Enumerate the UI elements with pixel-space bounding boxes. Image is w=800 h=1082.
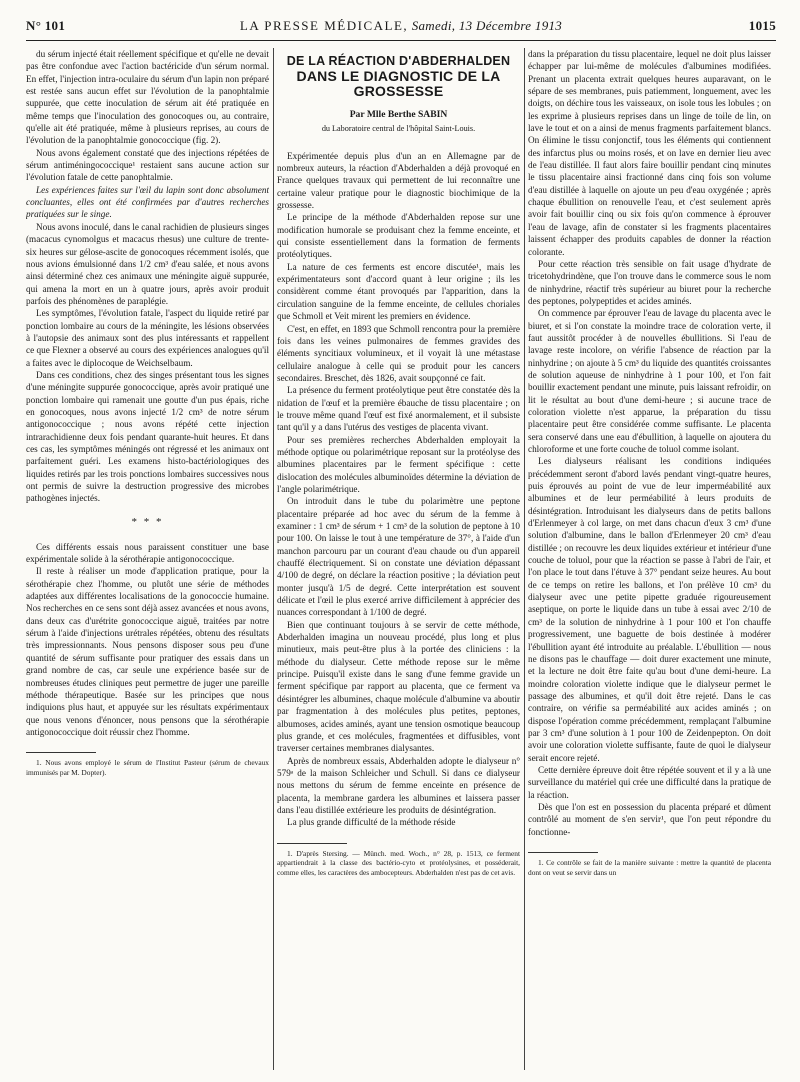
footnote: 1. Ce contrôle se fait de la manière suivante : mettre la quantité de placenta dont on veut se servir dans un [528,858,771,877]
paragraph: Bien que continuant toujours à se servir de cette méthode, Abderhalden imagina un nouveau procédé, plus long et plus minutieux, mais peut-être plus à la portée des cliniciens : la méthode du dialyseur. Cette méthode repose sur le même principe. Puisqu'il existe dans le sang d'une femme gravide un ferment spécifique par rapport au placenta, que ce ferment va désintégrer les albumines, chaque molécule d'albumine va aboutir par fragmentation à des molécules plus petites, peptones, albumoses, acides aminés, ayant une tension osmotique beaucoup plus grande, et ces molécules, fragmentées et diffusibles, vont traverser certaines membranes dialysantes. [277,619,520,754]
page-number: 1015 [748,18,776,33]
column-middle [277,48,520,1070]
section-asterism: * * * [131,515,164,528]
paragraph: Les symptômes, l'évolution fatale, l'aspect du liquide retiré par ponction lombaire au cours de la méningite, les lésions observées à l'autopsie des animaux sont des plus intéressants et rappellent ce que Flexner a observé au cours des expériences analogues qu'il a faites avec le diplocoque de Weichselbaum. [26,308,269,368]
paragraph: Ces différents essais nous paraissent constituer une base expérimentale solide à la sérothérapie antigonococcique. [26,541,269,565]
journal-name: LA PRESSE MÉDICALE, [239,18,409,33]
footnote: 1. D'après Stersing. — Münch. med. Woch., n° 28, p. 1513, ce ferment appartiendrait à la classe des bactério-cyto et protéolysines, et posséderait, comme elles, les caractères des ambocepteurs. Abderhalden n'est pas de cet avis. [277,848,520,877]
paragraph: La plus grande difficulté de la méthode réside [287,817,456,828]
paragraph: Les dialyseurs réalisant les conditions indiquées précédemment seront d'abord lavés pendant vingt-quatre heures, puis éprouvés au point de vue de leur imperméabilité aux albumines et de leur perméabilité à leurs produits de désintégration. Introduisant les dialyseurs dans de petits ballons d'Erlenmeyer à col large, on met dans chacun d'eux 3 cm³ d'une solution d'albumine, dans le ballon d'Erlenmeyer 20 cm³ d'eau distillée ; on recouvre les deux liquides extérieur et intérieur d'une couche de toluol, pour que la réaction se passe à l'abri de l'air, et l'on place le tout dans l'étuve à 37° pendant seize heures. Au bout de ce temps on retire les ballons, et l'on prélève 10 cm³ du dialyseur avec une petite pipette graduée rigoureusement aseptique, on porte le liquide dans un tube à essai avec 2/10 de cm³ de la solution de ninhydrine à 1 pour 100 et l'on chauffe progressivement, une baguette de bois destinée à modérer l'ébullition ayant été introduite au préalable. L'ébullition — nous ne disons pas le chauffage — doit durer exactement une minute, et la lecture ne doit être faite qu'au bout d'une demi-heure. La moindre coloration violette indique que le dialyseur permet le passage des albumines, et qu'il doit être rejeté. Dans le cas contraire, on vérifie sa perméabilité aux acides aminés ; on dispose l'opération comme précédemment, remplaçant l'albumine par 3 cm³ d'une solution à 1 pour 100 de Zeidenpepton. On doit avoir une coloration violette suffisante, faute de quoi le dialyseur serait encore rejeté. [528,456,771,763]
paragraph: Dès que l'on est en possession du placenta préparé et dûment contrôlé au moment de s'en servir¹, que l'on peut répondre du fonctionne- [528,801,771,837]
paragraph-italic: Les expériences faites sur l'œil du lapin sont donc absolument concluantes, elles ont été confirmées par d'autres recherches pratiquées sur le singe. [26,184,269,220]
article-title-line-2: DANS LE DIAGNOSTIC DE LA GROSSESSE [296,68,501,99]
paragraph: La présence du ferment protéolytique peut être constatée dès la nidation de l'œuf et la première ébauche de tissu placentaire ; on le trouve même quand l'œuf est fixé anormalement, et il subsiste tant qu'il y a dans l'utérus des vestiges de placenta vivant. [277,385,520,433]
paragraph: du sérum injecté était réellement spécifique et qu'elle ne devait pas être confondue avec l'action bactéricide d'un sérum normal. En effet, l'injection intra-oculaire du sérum d'un lapin non préparé est restée sans aucun effet sur l'évolution de la panophtalmie suppurée, que cette inoculation de sérum ait été pratiquée en même temps que l'inoculation des gonocoques ou, au contraire, qu'elle ait été pratiquée, même à plusieurs reprises, au cours de l'évolution de la panophtalmie gonococcique (fig. 2). [26,49,269,146]
author-byline: Par Mlle Berthe SABIN [349,109,448,120]
footnote-separator [277,843,347,844]
paragraph: dans la préparation du tissu placentaire, lequel ne doit plus laisser échapper par lui-même de molécules d'albumines modifiées. Prenant un placenta extrait quelques heures auparavant, on le sépare de ses membranes, puis patiemment, longuement, avec les doigts, on déchire tous les vaisseaux, on isole tous les lobules ; on les exprime à plusieurs reprises dans un linge de toile de lin, on lave le tout et on a ainsi de menus fragments parfaitement blancs. On élimine le tissu conjonctif, tous les éléments qui contiennent des infarctus plus ou moins rosés, et on lave en dernier lieu avec de l'eau distillée. Il faut alors faire bouillir pendant cinq minutes le tissu placentaire ainsi fractionné dans cinq fois son volume d'eau distillée à laquelle on ajoute un peu d'eau oxygénée ; après chaque ébullition on renouvelle l'eau, et c'est seulement après avoir fait bouillir cinq ou six fois qu'on commence à éprouver l'eau de lavage, afin de constater si les fragments placentaires laissent échapper des produits capables de donner la réaction colorante. [528,49,771,257]
paragraph: C'est, en effet, en 1893 que Schmoll rencontra pour la première fois dans les veines pulmonaires de femmes gravides des éléments syncitiaux volumineux, et il voyait là une métastase cellulaire analogue à celle qui se produit pour les cancers secondaires. Breschet, dès 1826, avait soupçonné ce fait. [277,323,520,383]
paragraph: On introduit dans le tube du polarimètre une peptone placentaire préparée ad hoc avec du sérum de la femme à examiner : 1 cm³ de sérum + 1 cm³ de la solution de peptone à 10 pour 100. On laisse le tout à une température de 37°, à l'aide d'un manchon parcouru par un courant d'eau chaude ou d'un appareil chauffé électriquement. Si on constate une déviation dépassant 4/100 de degré, on déclare la réaction positive ; la déviation peut monter jusqu'à 1/5 de degré. Cette interprétation est souvent délicate et l'œil le plus exercé arrive difficilement à apprécier des nuances correspondant à 1/100 de degré. [277,496,520,618]
paragraph: Dans ces conditions, chez des singes présentant tous les signes d'une méningite suppurée gonococcique, après avoir pratiqué une ponction lombaire qui ramenait une goutte d'un pus épais, riche en gonocoques, nous avons injecté 1/2 cm³ de notre sérum antigonococcique ; nous avons répété cette injection intrarachidienne deux fois pendant quarante-huit heures. Et dans ces cas, les symptômes méningés ont régressé et les animaux ont parfaitement guéri. Les examens histo-bactériologiques des liquides retirés par les trois ponctions lombaires successives nous ont permis de suivre la destruction progressive des microbes pathogènes injectés. [26,369,269,504]
paragraph: Cette dernière épreuve doit être répétée souvent et il y a là une surveillance du matériel qui crée une difficulté dans la pratique de la réaction. [528,764,771,800]
paragraph: Pour ses premières recherches Abderhalden employait la méthode optique ou polarimétrique reposant sur la protéolyse des albumines placentaires par le ferment spécifique : cette dislocation des molécules albuminoïdes détermine la déviation de l'angle polarimétrique. [277,434,520,494]
paragraph: Pour cette réaction très sensible on fait usage d'hydrate de tricetohydrindène, que l'on trouve dans le commerce sous le nom de ninhydrine, réactif très supérieur au biuret pour la recherche des peptones, polypeptides et acides aminés. [528,258,771,306]
article-title-line-1: DE LA RÉACTION D'ABDERHALDEN [286,54,511,68]
footnote: 1. Nous avons employé le sérum de l'Institut Pasteur (sérum de chevaux immunisés par M. Dopter). [26,758,269,777]
running-title [26,18,776,34]
paragraph: On commence par éprouver l'eau de lavage du placenta avec le biuret, et si l'on constate la moindre trace de coloration verte, il faut aussitôt procéder à de nouvelles ébullitions. Si l'eau de lavage reste incolore, on vérifie l'absence de réaction par la ninhydrine ; on ajoute à 5 cm³ du liquide des quantités croissantes de solution aqueuse de ninhydrine à 1 pour 100, et l'on fait bouillir exactement pendant une minute, puis laissant refroidir, on lit le résultat au bout d'une demi-heure ; si aucune trace de coloration violette n'est apparue, la préparation du tissu placentaire peut être considérée comme suffisante. Le placenta sera conservé dans une eau d'ébullition, à laquelle on ajoutera du chloroforme et une forte couche de toluol comme isolant. [528,308,771,454]
paragraph: Expérimentée depuis plus d'un an en Allemagne par de nombreux auteurs, la réaction d'Abderhalden a déjà provoqué en France quelques travaux qui permettent de lui reconnaître une certaine valeur pratique pour le diagnostic biochimique de la grossesse. [277,150,520,211]
paragraph: La nature de ces ferments est encore discutée¹, mais les expérimentateurs sont d'accord quant à leur origine ; ils les considèrent comme étant provoqués par l'apparition, dans la circulation sanguine de la femme enceinte, de cellules choriales que Schmoll et Veit mirent les premiers en évidence. [277,261,520,322]
author-affiliation: du Laboratoire central de l'hôpital Saint-Louis. [321,124,476,134]
paragraph: Il reste à réaliser un mode d'application pratique, pour la sérothérapie chez l'homme, ou plutôt une série de méthodes adaptées aux différentes localisations de la gonococcie humaine. Nos recherches en ce sens sont déjà assez avancées et nous avons, dans deux cas d'urétrite gonococcique aiguë, traitées par notre sérum à l'aide d'injections urétrales répétées, obtenu des résultats très impressionnants. Nous pensons disposer sous peu d'une quantité de sérum suffisante pour pratiquer des essais dans un grand nombre de cas, car seule une expérience basée sur de nombreuses études cliniques peut permettre de juger une pareille méthode thérapeutique. Basée sur les principes que nous indiquions plus haut, et appuyée sur les résultats expérimentaux que nous venons d'énoncer, nous pensons que la sérothérapie antigonococcique doit réussir chez l'homme. [26,566,269,737]
page-header [26,12,776,41]
column-rule-right [524,48,525,1070]
column-right [528,48,771,1070]
issue-date: Samedi, 13 Décembre 1913 [411,18,563,33]
issue-number: N° 101 [26,18,66,33]
footnote-separator [26,752,96,753]
paragraph: Nous avons inoculé, dans le canal rachidien de plusieurs singes (macacus cynomolgus et macacus rhesus) une culture de trente-six heures sur gélose-ascite de gonocoques récemment isolés, que nous avions émulsionné dans 1/2 cm³ d'eau salée, et nous avons ainsi déterminé chez ces animaux une méningite aiguë suppurée, qui amena la mort en un à quatre jours, après avoir produit parfois des phénomènes de paraplégie. [26,221,269,306]
article-title [277,54,520,99]
paragraph: Nous avons également constaté que des injections répétées de sérum antiméningococcique¹ restaient sans aucune action sur l'évolution fatale de cette panophtalmie. [26,147,269,183]
paragraph: Après de nombreux essais, Abderhalden adopte le dialyseur n° 579ᵃ de la maison Schleicher und Schull. Si dans ce dialyseur nous mettons du sérum de femme enceinte en présence de placenta, la membrane gardera les albumines et laissera passer dans l'eau distillée extérieure les produits de désintégration. [277,755,520,815]
column-left [26,48,269,1070]
column-rule-left [273,48,274,1070]
paragraph: Le principe de la méthode d'Abderhalden repose sur une modification humorale se produisant chez la femme enceinte, et qui consiste essentiellement dans la formation de ferments protéolytiques. [277,212,520,260]
footnote-separator [528,852,598,853]
